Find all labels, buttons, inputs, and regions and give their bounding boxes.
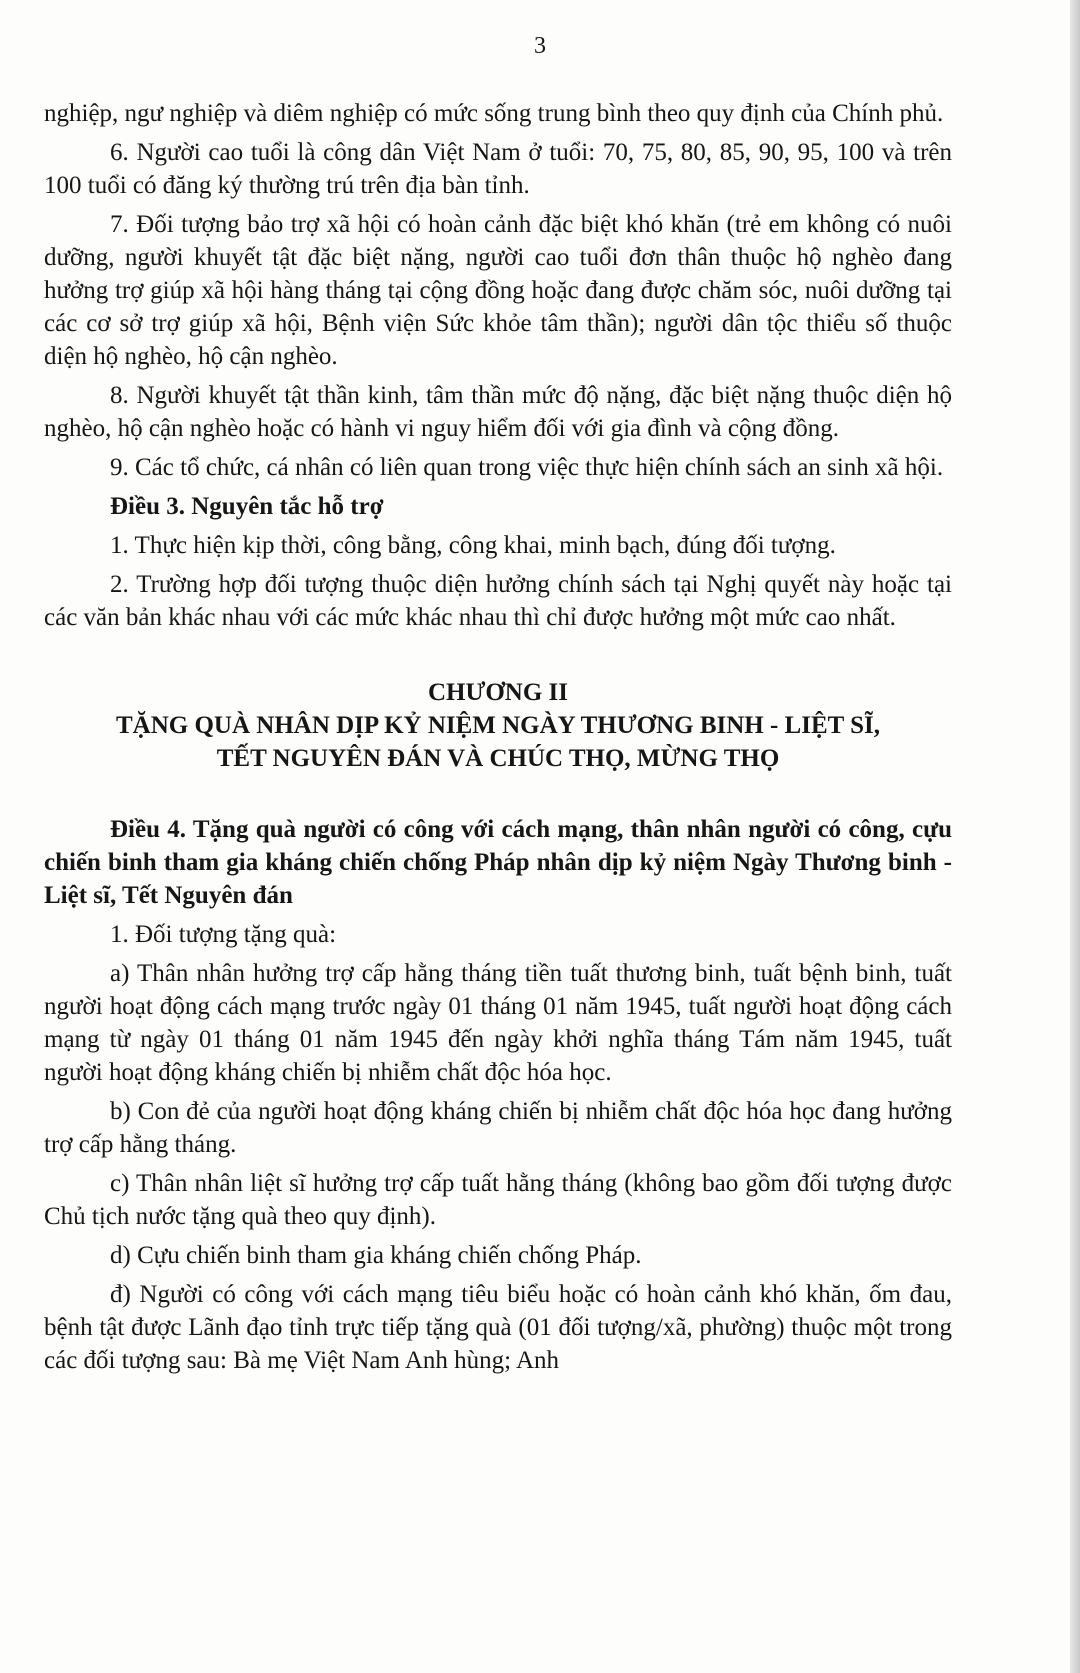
article-4-heading: Điều 4. Tặng quà người có công với cách mạng, thân nhân người có công, cựu chiến binh tham gia kháng chiến chống Pháp nhân dịp kỷ niệm Ngày Thương binh - Liệt sĩ, Tết Nguyên đán	[44, 816, 952, 909]
page-edge-shadow	[1070, 0, 1080, 1673]
article-4-item-a: a) Thân nhân hưởng trợ cấp hằng tháng tiền tuất thương binh, tuất bệnh binh, tuất người hoạt động cách mạng trước ngày 01 tháng 01 năm 1945, tuất người hoạt động cách mạng từ ngày 01 tháng 01 năm 1945 đến ngày khởi nghĩa tháng Tám năm 1945, tuất người hoạt động kháng chiến bị nhiễm chất độc hóa học.	[44, 960, 952, 1086]
chapter-heading	[44, 676, 952, 775]
article-4-item-d: d) Cựu chiến binh tham gia kháng chiến chống Pháp.	[110, 1242, 642, 1269]
article-3-item-2: 2. Trường hợp đối tượng thuộc diện hưởng chính sách tại Nghị quyết này hoặc tại các văn bản khác nhau với các mức khác nhau thì chỉ được hưởng một mức cao nhất.	[44, 571, 952, 631]
paragraph-item-6: 6. Người cao tuổi là công dân Việt Nam ở tuổi: 70, 75, 80, 85, 90, 95, 100 và trên 100 tuổi có đăng ký thường trú trên địa bàn tỉnh.	[44, 139, 952, 199]
article-4-item-b: b) Con đẻ của người hoạt động kháng chiến bị nhiễm chất độc hóa học đang hưởng trợ cấp hằng tháng.	[44, 1098, 952, 1158]
paragraph-item-7: 7. Đối tượng bảo trợ xã hội có hoàn cảnh đặc biệt khó khăn (trẻ em không có nuôi dưỡng, người khuyết tật đặc biệt nặng, người cao tuổi đơn thân thuộc hộ nghèo đang hưởng trợ giúp xã hội hàng tháng tại cộng đồng hoặc đang được chăm sóc, nuôi dưỡng tại các cơ sở trợ giúp xã hội, Bệnh viện Sức khỏe tâm thần); người dân tộc thiểu số thuộc diện hộ nghèo, hộ cận nghèo.	[44, 211, 952, 370]
chapter-title-line-1: TẶNG QUÀ NHÂN DỊP KỶ NIỆM NGÀY THƯƠNG BINH - LIỆT SĨ,	[116, 712, 880, 739]
paragraph-item-9: 9. Các tổ chức, cá nhân có liên quan trong việc thực hiện chính sách an sinh xã hội.	[110, 454, 944, 481]
paragraph-continuation: nghiệp, ngư nghiệp và diêm nghiệp có mức sống trung bình theo quy định của Chính phủ.	[44, 100, 944, 127]
page-number: 3	[534, 33, 546, 59]
paragraph-item-8: 8. Người khuyết tật thần kinh, tâm thần mức độ nặng, đặc biệt nặng thuộc diện hộ nghèo, hộ cận nghèo hoặc có hành vi nguy hiểm đối với gia đình và cộng đồng.	[44, 382, 952, 442]
article-4-clause-1: 1. Đối tượng tặng quà:	[110, 921, 337, 948]
chapter-title-line-2: TẾT NGUYÊN ĐÁN VÀ CHÚC THỌ, MỪNG THỌ	[216, 745, 780, 772]
article-3-item-1: 1. Thực hiện kịp thời, công bằng, công khai, minh bạch, đúng đối tượng.	[110, 532, 836, 559]
article-4-item-c: c) Thân nhân liệt sĩ hưởng trợ cấp tuất hằng tháng (không bao gồm đối tượng được Chủ tịch nước tặng quà theo quy định).	[44, 1170, 952, 1230]
chapter-label: CHƯƠNG II	[427, 679, 569, 706]
article-4-item-dd: đ) Người có công với cách mạng tiêu biểu hoặc có hoàn cảnh khó khăn, ốm đau, bệnh tật được Lãnh đạo tỉnh trực tiếp tặng quà (01 đối tượng/xã, phường) thuộc một trong các đối tượng sau: Bà mẹ Việt Nam Anh hùng; Anh	[44, 1281, 952, 1374]
article-3-heading: Điều 3. Nguyên tắc hỗ trợ	[110, 493, 384, 520]
